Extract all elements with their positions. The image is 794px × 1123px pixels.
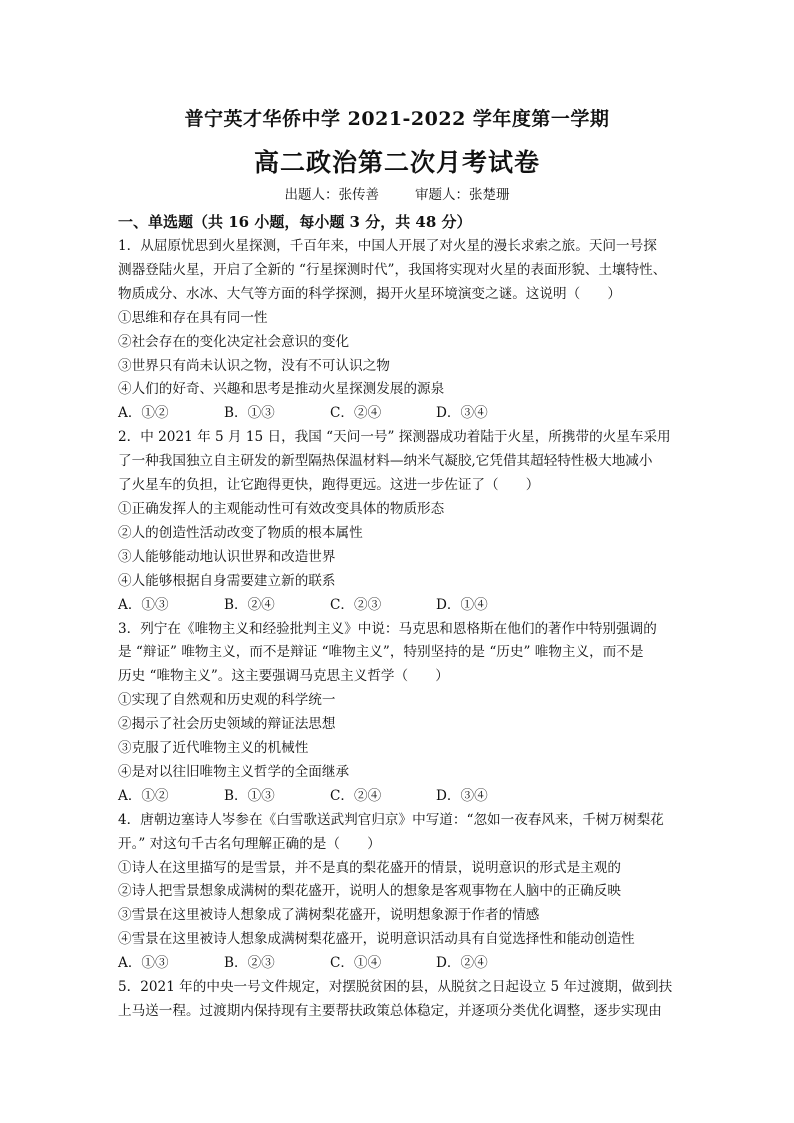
question-3-options [118,785,683,809]
question-4-item: ④雪景在这里被诗人想象成满树梨花盛开，说明意识活动具有自觉选择性和能动创造性 [118,931,635,948]
question-1-options [118,402,683,426]
question-5-stem: 上马送一程。过渡期内保持现有主要帮扶政策总体稳定，并逐项分类优化调整，逐步实现由 [118,1003,662,1019]
question-list [118,235,683,1024]
question-2-stem: 了火星车的负担，让它跑得更快，跑得更远。这进一步佐证了（ ） [118,477,540,494]
option-d: D．②④ [436,955,488,972]
section-heading: 一、单选题（共 16 小题，每小题 3 分，共 48 分） [118,213,472,231]
question-3-item: ①实现了自然观和历史观的科学统一 [118,692,336,709]
option-b: B．②③ [224,955,275,972]
question-4-stem: 4．唐朝边塞诗人岑参在《白雪歌送武判官归京》中写道：“忽如一夜春风来，千树万树梨花 [118,811,664,828]
question-1-stem: 1．从屈原忧思到火星探测，千百年来，中国人开展了对火星的漫长求索之旅。天问一号探 [118,238,657,254]
question-2-stem: 了一种我国独立自主研发的新型隔热保温材料—纳米气凝胶,它凭借其超轻特性极大地减小 [118,453,653,470]
question-4-item: ①诗人在这里描写的是雪景，并不是真的梨花盛开的情景，说明意识的形式是主观的 [118,859,621,876]
option-b: B．①③ [224,405,275,422]
question-4-options [118,952,683,976]
question-4-stem: 开。” 对这句千古名句理解正确的是（ ） [118,835,381,852]
question-1-item: ④人们的好奇、兴趣和思考是推动火星探测发展的源泉 [118,381,445,398]
question-1-item: ③世界只有尚未认识之物，没有不可认识之物 [118,357,390,374]
question-2-options [118,594,683,618]
question-1-item: ②社会存在的变化决定社会意识的变化 [118,333,350,350]
option-c: C．②③ [330,596,382,613]
option-b: B．②④ [224,596,275,613]
option-a: A．①② [118,787,169,804]
question-3-item: ②揭示了社会历史领域的辩证法思想 [118,716,336,733]
option-d: D．③④ [436,787,488,804]
question-2-item: ①正确发挥人的主观能动性可有效改变具体的物质形态 [118,500,445,517]
reviewer-label: 审题人：张楚珊 [415,187,510,203]
option-d: D．①④ [436,596,488,613]
option-c: C．②④ [330,787,382,804]
school-header: 普宁英才华侨中学 2021-2022 学年度第一学期 [184,108,610,130]
question-3-stem: 3．列宁在《唯物主义和经验批判主义》中说：马克思和恩格斯在他们的著作中特别强调的 [118,620,657,637]
question-2-item: ③人能够能动地认识世界和改造世界 [118,548,336,565]
author-line [0,183,794,203]
option-c: C．②④ [330,405,382,422]
option-d: D．③④ [436,405,488,422]
question-4-item: ③雪景在这里被诗人想象成了满树梨花盛开，说明想象源于作者的情感 [118,907,540,924]
option-a: A．①③ [118,596,169,613]
question-2-stem: 2．中 2021 年 5 月 15 日，我国 “天问一号” 探测器成功着陆于火星，所携带的火星车采用 [118,429,671,446]
question-2-item: ④人能够根据自身需要建立新的联系 [118,572,336,589]
question-1-stem: 物质成分、水冰、大气等方面的科学探测，揭开火星环境演变之谜。这说明（ ） [118,285,621,302]
question-2-item: ②人的创造性活动改变了物质的根本属性 [118,524,363,541]
question-1-stem: 测器登陆火星，开启了全新的 “行星探测时代”，我国将实现对火星的表面形貌、土壤特性、 [118,261,667,278]
exam-title: 高二政治第二次月考试卷 [253,148,540,177]
question-5-stem: 5．2021 年的中央一号文件规定，对摆脱贫困的县，从脱贫之日起设立 5 年过渡期，做到扶 [118,979,673,996]
question-3-stem: 是 “辩证” 唯物主义，而不是辩证 “唯物主义”，特别坚持的是 “历史” 唯物主义，而不是 [118,644,644,661]
question-4-item: ②诗人把雪景想象成满树的梨花盛开，说明人的想象是客观事物在人脑中的正确反映 [118,883,621,900]
question-3-stem: 历史 “唯物主义”。这主要强调马克思主义哲学（ ） [118,668,449,685]
option-c: C．①④ [330,955,382,972]
question-1-item: ①思维和存在具有同一性 [118,309,268,326]
question-3-item: ④是对以往旧唯物主义哲学的全面继承 [118,763,350,780]
option-a: A．①② [118,405,169,422]
option-a: A．①③ [118,955,169,972]
setter-label: 出题人：张传善 [284,187,379,203]
option-b: B．①③ [224,787,275,804]
question-3-item: ③克服了近代唯物主义的机械性 [118,740,309,757]
